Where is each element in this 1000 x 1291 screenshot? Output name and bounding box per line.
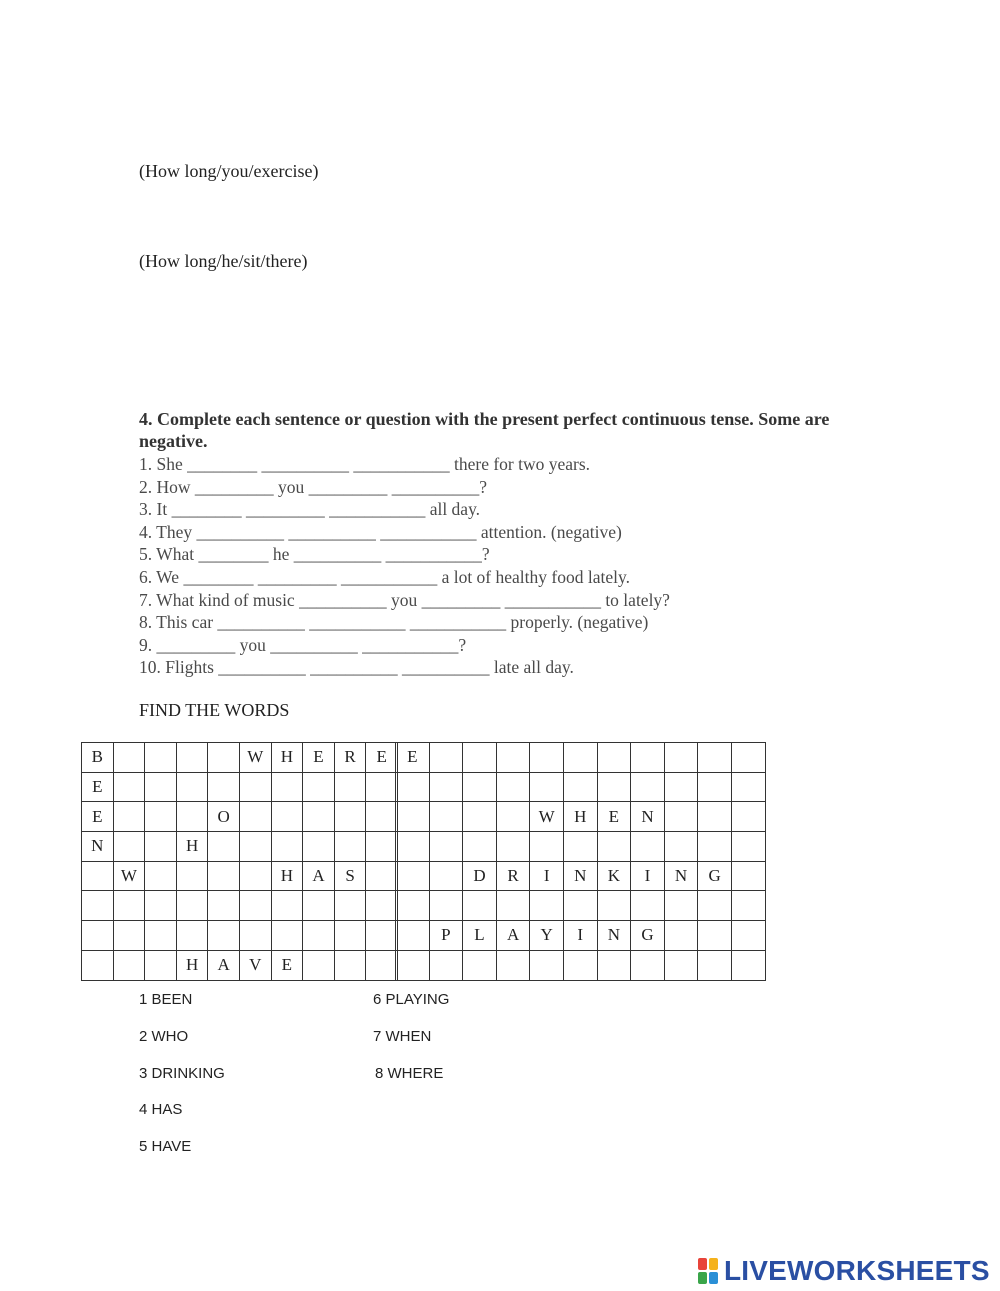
exercise-line-10: 10. Flights __________ __________ __________ late all day. <box>139 657 574 678</box>
grid-cell: G <box>631 921 665 951</box>
grid_right-row <box>396 891 766 921</box>
grid_left-row <box>82 832 398 862</box>
grid-cell <box>176 921 208 951</box>
grid-cell <box>334 950 366 980</box>
grid-cell <box>145 861 177 891</box>
grid-cell <box>145 832 177 862</box>
grid-cell: R <box>334 743 366 773</box>
section-heading: 4. Complete each sentence or question with the present perfect continuous tense. Some are negative. <box>139 409 830 451</box>
grid-cell: W <box>113 861 145 891</box>
grid-cell <box>366 772 398 802</box>
grid-cell <box>396 921 430 951</box>
grid-cell <box>698 832 732 862</box>
grid-cell <box>396 950 430 980</box>
grid-cell <box>664 802 698 832</box>
grid-cell <box>563 950 597 980</box>
grid-cell <box>82 950 114 980</box>
grid-cell: H <box>271 861 303 891</box>
grid_left-row <box>82 802 398 832</box>
grid-cell <box>463 832 497 862</box>
grid-cell <box>731 832 765 862</box>
grid_left-row <box>82 861 398 891</box>
grid-cell <box>303 802 335 832</box>
grid-cell <box>334 921 366 951</box>
grid-cell <box>698 950 732 980</box>
word-list-item: 3 DRINKING <box>139 1065 225 1082</box>
grid-cell: A <box>496 921 530 951</box>
grid-cell <box>145 950 177 980</box>
grid-cell <box>664 891 698 921</box>
grid-cell <box>271 832 303 862</box>
grid-cell: I <box>563 921 597 951</box>
grid_left-row <box>82 891 398 921</box>
grid-cell <box>429 772 463 802</box>
grid_right-row <box>396 832 766 862</box>
grid_left-row <box>82 772 398 802</box>
grid-cell: N <box>597 921 631 951</box>
grid-cell <box>530 832 564 862</box>
grid-cell: D <box>463 861 497 891</box>
grid-cell <box>303 832 335 862</box>
grid-cell <box>145 772 177 802</box>
grid_right-row <box>396 743 766 773</box>
grid-cell: A <box>303 861 335 891</box>
grid-cell <box>429 832 463 862</box>
grid-cell <box>463 950 497 980</box>
grid-cell <box>271 772 303 802</box>
grid-cell <box>731 772 765 802</box>
grid-cell <box>113 950 145 980</box>
exercise-line-2: 2. How _________ you _________ __________? <box>139 476 488 497</box>
grid-cell <box>82 921 114 951</box>
grid-cell <box>82 891 114 921</box>
grid_right-row <box>396 802 766 832</box>
grid-cell: K <box>597 861 631 891</box>
grid-cell <box>631 772 665 802</box>
grid-cell <box>113 772 145 802</box>
grid-cell <box>496 772 530 802</box>
grid-cell <box>396 772 430 802</box>
grid-cell <box>731 743 765 773</box>
grid-cell <box>530 772 564 802</box>
exercise-list <box>139 453 670 679</box>
grid-cell <box>113 832 145 862</box>
grid-cell <box>208 772 240 802</box>
grid-cell: L <box>463 921 497 951</box>
exercise-line-5: 5. What ________ he __________ ___________? <box>139 544 490 565</box>
liveworksheets-logo <box>698 1254 990 1288</box>
grid-cell <box>366 950 398 980</box>
word-list-item: 5 HAVE <box>139 1138 192 1155</box>
grid-cell: H <box>563 802 597 832</box>
grid-cell <box>731 891 765 921</box>
grid-cell <box>664 743 698 773</box>
word-list-item: 8 WHERE <box>375 1065 444 1082</box>
grid-cell <box>334 832 366 862</box>
logo-text: LIVEWORKSHEETS <box>724 1255 990 1286</box>
grid-cell: H <box>176 832 208 862</box>
grid-cell <box>208 861 240 891</box>
grid-cell <box>334 772 366 802</box>
grid-cell <box>145 891 177 921</box>
exercise-line-8: 8. This car __________ ___________ ___________ properly. (negative) <box>139 612 649 633</box>
grid-cell <box>563 743 597 773</box>
exercise-line-4: 4. They __________ __________ ___________ attention. (negative) <box>139 521 622 542</box>
grid-cell: G <box>698 861 732 891</box>
exercise-line-6: 6. We ________ _________ ___________ a lot of healthy food lately. <box>139 566 630 587</box>
grid-cell <box>239 921 271 951</box>
grid-cell: E <box>396 743 430 773</box>
grid-cell <box>113 802 145 832</box>
grid-cell <box>597 950 631 980</box>
grid-cell <box>597 743 631 773</box>
grid-cell <box>396 861 430 891</box>
grid-cell <box>366 861 398 891</box>
grid-cell <box>239 802 271 832</box>
grid_left-row <box>82 743 398 773</box>
exercise-line-1: 1. She ________ __________ ___________ there for two years. <box>139 454 591 474</box>
grid-cell <box>366 921 398 951</box>
grid_right-row <box>396 861 766 891</box>
grid_left-row <box>82 921 398 951</box>
grid-cell <box>113 891 145 921</box>
prompt-how-long-you-exercise: (How long/you/exercise) <box>139 161 319 181</box>
grid-cell <box>429 891 463 921</box>
word-list-item: 6 PLAYING <box>373 991 450 1008</box>
grid-cell <box>530 743 564 773</box>
grid_right-row <box>396 772 766 802</box>
grid-cell <box>631 891 665 921</box>
grid-cell <box>597 891 631 921</box>
grid-cell <box>366 802 398 832</box>
grid-cell <box>563 832 597 862</box>
grid-cell: A <box>208 950 240 980</box>
grid-cell: N <box>631 802 665 832</box>
grid-cell <box>496 743 530 773</box>
grid-cell: Y <box>530 921 564 951</box>
grid-cell <box>664 832 698 862</box>
grid-cell <box>271 891 303 921</box>
grid-cell <box>496 832 530 862</box>
grid-cell <box>597 832 631 862</box>
grid-cell: N <box>563 861 597 891</box>
grid-cell <box>334 802 366 832</box>
grid-cell <box>631 832 665 862</box>
grid-cell <box>303 891 335 921</box>
grid-cell: E <box>597 802 631 832</box>
grid-cell <box>239 832 271 862</box>
grid-cell <box>631 950 665 980</box>
grid-cell: V <box>239 950 271 980</box>
grid-cell <box>145 743 177 773</box>
grid-cell <box>698 891 732 921</box>
grid-cell <box>563 891 597 921</box>
grid-cell <box>208 743 240 773</box>
grid-cell <box>463 891 497 921</box>
grid-cell <box>664 921 698 951</box>
grid-cell: R <box>496 861 530 891</box>
grid-cell <box>176 772 208 802</box>
grid-cell <box>303 921 335 951</box>
grid-cell: I <box>530 861 564 891</box>
grid-cell: E <box>366 743 398 773</box>
grid-cell <box>530 891 564 921</box>
grid-cell: I <box>631 861 665 891</box>
grid-cell <box>429 802 463 832</box>
grid-cell <box>698 802 732 832</box>
grid-cell <box>366 891 398 921</box>
grid-cell <box>496 950 530 980</box>
grid-cell: S <box>334 861 366 891</box>
grid-cell <box>698 921 732 951</box>
grid-cell <box>176 802 208 832</box>
grid-cell <box>429 743 463 773</box>
grid-cell: E <box>303 743 335 773</box>
grid-cell <box>145 921 177 951</box>
grid-cell: W <box>530 802 564 832</box>
grid-cell <box>496 802 530 832</box>
grid-cell <box>396 832 430 862</box>
grid-cell <box>731 921 765 951</box>
grid-cell <box>731 950 765 980</box>
grid-cell: N <box>82 832 114 862</box>
grid-cell: B <box>82 743 114 773</box>
grid_right-row <box>396 950 766 980</box>
grid-cell <box>396 802 430 832</box>
word-search-grid-left <box>81 742 398 981</box>
liveworksheets-logo-icon <box>698 1258 720 1284</box>
grid-cell <box>113 921 145 951</box>
grid-cell: E <box>82 802 114 832</box>
grid-cell <box>731 802 765 832</box>
grid-cell <box>176 861 208 891</box>
grid-cell <box>176 891 208 921</box>
grid-cell: H <box>271 743 303 773</box>
word-list-item: 4 HAS <box>139 1101 183 1118</box>
word-list-item: 2 WHO <box>139 1028 189 1045</box>
grid-cell <box>303 772 335 802</box>
grid-cell <box>239 891 271 921</box>
grid-cell <box>429 950 463 980</box>
grid-cell <box>208 891 240 921</box>
grid_left-row <box>82 950 398 980</box>
grid-cell <box>303 950 335 980</box>
grid-cell <box>698 743 732 773</box>
grid-cell: E <box>82 772 114 802</box>
grid-cell <box>496 891 530 921</box>
grid-cell <box>271 802 303 832</box>
grid-cell: H <box>176 950 208 980</box>
grid-cell <box>145 802 177 832</box>
exercise-line-9: 9. _________ you __________ ___________? <box>139 634 467 655</box>
grid-cell <box>664 950 698 980</box>
grid-cell <box>731 861 765 891</box>
grid-cell: O <box>208 802 240 832</box>
exercise-line-7: 7. What kind of music __________ you _________ ___________ to lately? <box>139 589 670 610</box>
grid-cell <box>366 832 398 862</box>
word-list-item: 1 BEEN <box>139 991 193 1008</box>
grid-cell <box>463 802 497 832</box>
grid-cell <box>631 743 665 773</box>
grid-cell <box>271 921 303 951</box>
grid-cell <box>463 772 497 802</box>
grid-cell <box>698 772 732 802</box>
prompt-how-long-he-sit-there: (How long/he/sit/there) <box>139 251 308 271</box>
grid-cell: W <box>239 743 271 773</box>
grid-cell <box>176 743 208 773</box>
grid-cell <box>530 950 564 980</box>
grid-cell: N <box>664 861 698 891</box>
grid-cell <box>429 861 463 891</box>
grid-cell <box>396 891 430 921</box>
find-the-words-title: FIND THE WORDS <box>139 700 290 720</box>
grid-cell <box>239 772 271 802</box>
word-search-grid-right <box>395 742 766 981</box>
grid-cell <box>239 861 271 891</box>
grid-cell <box>82 861 114 891</box>
grid-cell <box>563 772 597 802</box>
grid-cell <box>113 743 145 773</box>
grid-cell <box>208 921 240 951</box>
grid_right-row <box>396 921 766 951</box>
grid-cell <box>208 832 240 862</box>
exercise-line-3: 3. It ________ _________ ___________ all day. <box>139 499 481 520</box>
grid-cell <box>664 772 698 802</box>
word-list-item: 7 WHEN <box>373 1028 432 1045</box>
grid-cell: E <box>271 950 303 980</box>
grid-cell: P <box>429 921 463 951</box>
grid-cell <box>597 772 631 802</box>
grid-cell <box>334 891 366 921</box>
grid-cell <box>463 743 497 773</box>
